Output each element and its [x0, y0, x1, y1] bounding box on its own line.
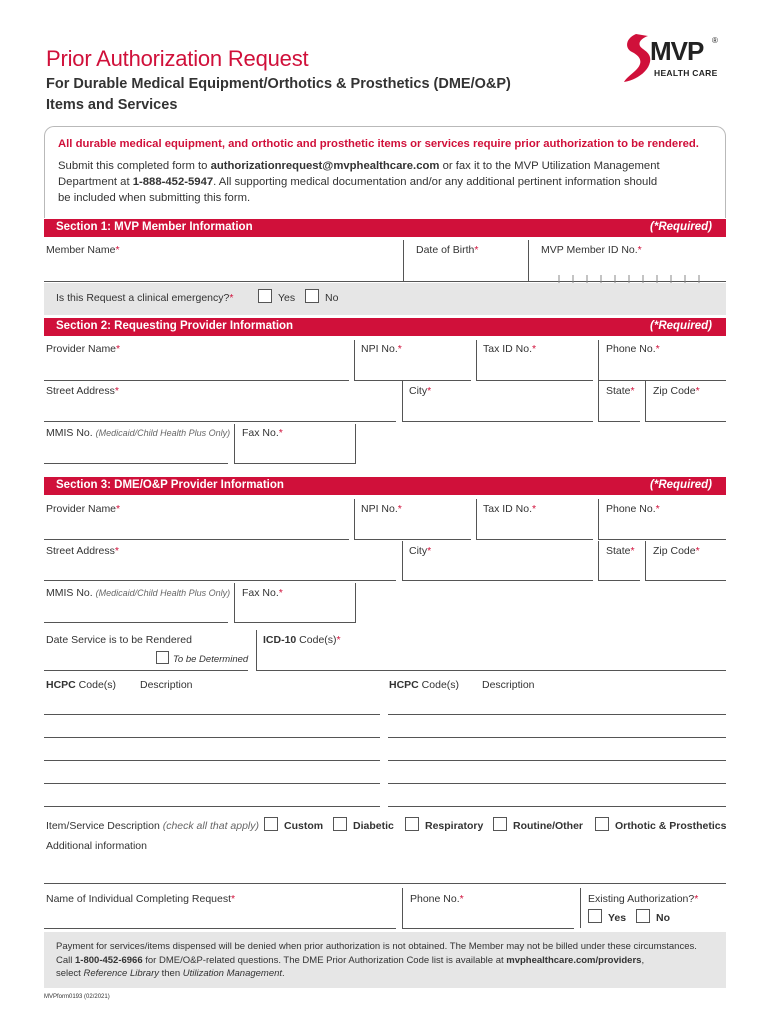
- intro-p1: Submit this completed form to: [58, 160, 211, 172]
- divider: [402, 381, 403, 421]
- s3-street-field[interactable]: [44, 580, 396, 581]
- subtitle-line-2: Items and Services: [46, 97, 178, 113]
- member-name-field[interactable]: [44, 281, 404, 282]
- page-subtitle: [46, 74, 606, 116]
- s2-street-label: Street Address*: [46, 385, 119, 397]
- page-title: Prior Authorization Request: [46, 46, 309, 71]
- s3-mmis-field[interactable]: [44, 622, 228, 623]
- divider: [354, 499, 355, 539]
- hcpc-line-left[interactable]: [44, 760, 380, 761]
- divider: [234, 583, 235, 623]
- divider: [528, 240, 529, 282]
- hcpc-label-left: HCPC Code(s): [46, 679, 117, 691]
- divider: [476, 340, 477, 380]
- date-service-field[interactable]: [44, 670, 248, 671]
- s3-tax-id-label: Tax ID No.*: [483, 503, 537, 515]
- routine-other-label: Routine/Other: [513, 820, 583, 832]
- s3-zip-label: Zip Code*: [653, 545, 700, 557]
- section-1-header: [44, 219, 726, 237]
- diabetic-label: Diabetic: [353, 820, 394, 832]
- s2-phone-label: Phone No.*: [606, 343, 660, 355]
- diabetic-checkbox[interactable]: [333, 817, 347, 831]
- hcpc-line-left[interactable]: [44, 714, 380, 715]
- respiratory-checkbox[interactable]: [405, 817, 419, 831]
- hcpc-line-right[interactable]: [388, 760, 726, 761]
- orthotic-prosthetics-checkbox[interactable]: [595, 817, 609, 831]
- emergency-yes-label: Yes: [278, 292, 296, 304]
- emergency-question: Is this Request a clinical emergency?*: [56, 292, 234, 304]
- intro-text: [58, 158, 718, 206]
- s3-city-label: City*: [409, 545, 432, 557]
- footer-text: [56, 940, 716, 981]
- s2-provider-name-label: Provider Name*: [46, 343, 121, 355]
- intro-fax: 1-888-452-5947: [132, 176, 214, 188]
- dob-label: Date of Birth*: [416, 244, 479, 256]
- hcpc-line-right[interactable]: [388, 737, 726, 738]
- emergency-no-label: No: [325, 292, 339, 304]
- s3-fax-field[interactable]: [234, 622, 356, 623]
- hcpc-line-right[interactable]: [388, 783, 726, 784]
- hcpc-line-left[interactable]: [44, 806, 380, 807]
- s2-tax-id-label: Tax ID No.*: [483, 343, 537, 355]
- divider: [402, 888, 403, 928]
- intro-p3: Department at: [58, 176, 133, 188]
- form-code: MVPform0193 (02/2021): [44, 994, 110, 1000]
- intro-p4: . All supporting medical documentation and/or any additional pertinent information should: [213, 176, 658, 188]
- divider: [256, 630, 257, 670]
- s3-provider-name-field[interactable]: [44, 539, 349, 540]
- logo-subtext: HEALTH CARE: [654, 68, 718, 78]
- additional-info-field[interactable]: [44, 883, 726, 884]
- intro-p5: be included when submitting this form.: [58, 192, 251, 204]
- providers-link[interactable]: mvphealthcare.com/providers: [506, 954, 642, 966]
- hcpc-line-right[interactable]: [388, 806, 726, 807]
- existing-auth-label: Existing Authorization?*: [588, 893, 699, 905]
- s2-provider-name-field[interactable]: [44, 380, 349, 381]
- s3-zip-field[interactable]: [645, 580, 726, 581]
- divider: [354, 340, 355, 380]
- s2-state-label: State*: [606, 385, 635, 397]
- custom-checkbox[interactable]: [264, 817, 278, 831]
- s3-fax-label: Fax No.*: [242, 587, 283, 599]
- s2-phone-field[interactable]: [598, 380, 726, 381]
- divider: [598, 499, 599, 539]
- name-completing-field[interactable]: [44, 928, 396, 929]
- hcpc-line-left[interactable]: [44, 783, 380, 784]
- divider: [598, 381, 599, 421]
- emergency-no-checkbox[interactable]: [305, 289, 319, 303]
- section-2-header: [44, 318, 726, 336]
- section-2-required: (*Required): [650, 320, 712, 332]
- section-3-header: [44, 477, 726, 495]
- s3-city-field[interactable]: [402, 580, 593, 581]
- logo-wordmark: MVP: [650, 36, 704, 66]
- footer-line-3: select Reference Library then Utilization Management.: [56, 968, 285, 979]
- s2-mmis-label: MMIS No. (Medicaid/Child Health Plus Only): [46, 427, 231, 439]
- s2-mmis-field[interactable]: [44, 463, 228, 464]
- hcpc-line-right[interactable]: [388, 714, 726, 715]
- existing-auth-no-label: No: [656, 912, 670, 924]
- member-id-label: MVP Member ID No.*: [541, 244, 642, 256]
- existing-auth-yes-label: Yes: [608, 912, 627, 924]
- s2-zip-field[interactable]: [645, 421, 726, 422]
- footer-line-2: Call 1-800-452-6966 for DME/O&P-related questions. The DME Prior Authorization Code list is available at mvphealthcare.com/providers,: [56, 954, 645, 966]
- section-3-required: (*Required): [650, 479, 712, 491]
- s2-npi-field[interactable]: [354, 380, 471, 381]
- divider: [598, 541, 599, 581]
- s3-phone-field[interactable]: [598, 539, 726, 540]
- intro-email: authorizationrequest@mvphealthcare.com: [210, 160, 440, 172]
- divider: [476, 499, 477, 539]
- subtitle-line-1: For Durable Medical Equipment/Orthotics & Prosthetics (DME/O&P): [46, 76, 511, 92]
- completing-phone-field[interactable]: [402, 928, 574, 929]
- section-1-title: Section 1: MVP Member Information: [56, 221, 253, 233]
- member-id-ticks: [545, 275, 715, 283]
- to-be-determined-label: To be Determined: [173, 654, 249, 665]
- name-completing-label: Name of Individual Completing Request*: [46, 893, 236, 905]
- additional-info-label: Additional information: [46, 840, 147, 852]
- s2-zip-label: Zip Code*: [653, 385, 700, 397]
- s3-mmis-label: MMIS No. (Medicaid/Child Health Plus Only): [46, 587, 231, 599]
- orthotic-prosthetics-label: Orthotic & Prosthetics: [615, 820, 727, 832]
- icd10-label: ICD-10 Code(s)*: [263, 634, 341, 646]
- existing-auth-no-checkbox[interactable]: [636, 909, 650, 923]
- date-service-label: Date Service is to be Rendered: [46, 634, 192, 646]
- divider: [355, 583, 356, 623]
- emergency-yes-checkbox[interactable]: [258, 289, 272, 303]
- intro-notice: All durable medical equipment, and orthotic and prosthetic items or services require prior authorization to be rendered.: [58, 138, 699, 150]
- to-be-determined-checkbox[interactable]: [156, 651, 169, 664]
- s3-provider-name-label: Provider Name*: [46, 503, 121, 515]
- s3-tax-id-field[interactable]: [476, 539, 593, 540]
- icd10-field[interactable]: [256, 670, 726, 671]
- respiratory-label: Respiratory: [425, 820, 484, 832]
- s2-street-field[interactable]: [44, 421, 396, 422]
- divider: [355, 424, 356, 464]
- intro-p2: or fax it to the MVP Utilization Management: [439, 160, 660, 172]
- s2-state-field[interactable]: [598, 421, 640, 422]
- s2-fax-label: Fax No.*: [242, 427, 283, 439]
- s2-fax-field[interactable]: [234, 463, 356, 464]
- hcpc-line-left[interactable]: [44, 737, 380, 738]
- s2-npi-label: NPI No.*: [361, 343, 402, 355]
- s3-state-field[interactable]: [598, 580, 640, 581]
- footer-line-1: Payment for services/items dispensed will be denied when prior authorization is not obtained. The Member may not be billed under these circumstances.: [56, 941, 697, 952]
- s3-phone-label: Phone No.*: [606, 503, 660, 515]
- s2-city-label: City*: [409, 385, 432, 397]
- s3-npi-field[interactable]: [354, 539, 471, 540]
- s2-city-field[interactable]: [402, 421, 593, 422]
- member-name-label: Member Name*: [46, 244, 120, 256]
- s2-tax-id-field[interactable]: [476, 380, 593, 381]
- hcpc-label-right: HCPC Code(s): [389, 679, 460, 691]
- logo-registered: ®: [712, 36, 718, 45]
- divider: [580, 888, 581, 928]
- existing-auth-yes-checkbox[interactable]: [588, 909, 602, 923]
- description-label-right: Description: [482, 679, 535, 691]
- divider: [402, 541, 403, 581]
- s3-street-label: Street Address*: [46, 545, 119, 557]
- dob-field[interactable]: [404, 281, 528, 282]
- divider: [234, 424, 235, 464]
- s3-state-label: State*: [606, 545, 635, 557]
- completing-phone-label: Phone No.*: [410, 893, 464, 905]
- description-label-left: Description: [140, 679, 193, 691]
- custom-label: Custom: [284, 820, 324, 832]
- item-service-desc-label: Item/Service Description (check all that apply): [46, 820, 260, 832]
- divider: [645, 541, 646, 581]
- divider: [645, 381, 646, 421]
- section-1-required: (*Required): [650, 221, 712, 233]
- divider: [403, 240, 404, 282]
- s3-npi-label: NPI No.*: [361, 503, 402, 515]
- divider: [598, 340, 599, 380]
- routine-other-checkbox[interactable]: [493, 817, 507, 831]
- section-2-title: Section 2: Requesting Provider Information: [56, 320, 294, 332]
- section-3-title: Section 3: DME/O&P Provider Information: [56, 479, 284, 491]
- mvp-logo: [622, 30, 732, 86]
